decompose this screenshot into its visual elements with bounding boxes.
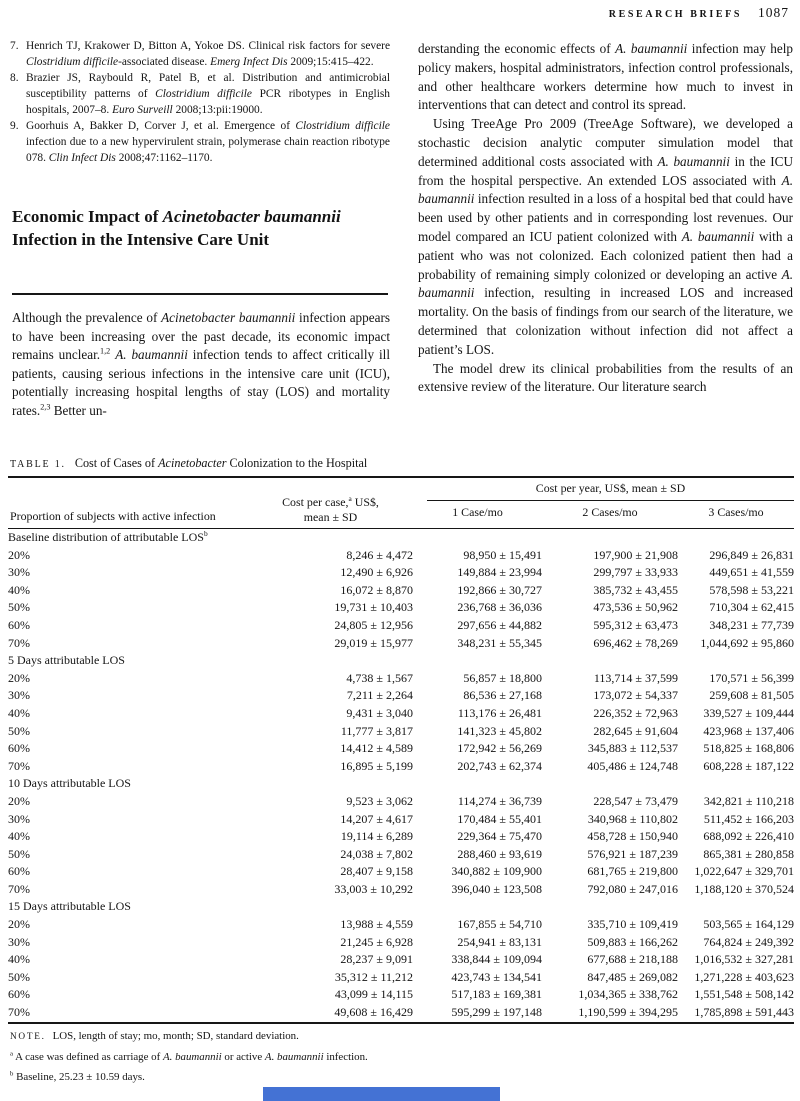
table-section-label: 10 Days attributable LOS: [8, 776, 131, 791]
table-1: [8, 456, 794, 1085]
data-table: [8, 529, 794, 1024]
cell-value: 473,536 ± 50,962: [593, 600, 678, 615]
cell-value: 296,849 ± 26,831: [709, 547, 794, 562]
body-paragraph: Although the prevalence of Acinetobacter baumannii infection appears to have been increasing over the past decade, its economic impact remains unclear.$^{1,2}$ A. baumannii infection tends to affect critically ill patients, causing serious infections in the intensive care unit (ICU), potentially increasing hospital lengths of stay (LOS) and mortality rates.$^{2,3}$ Better un-: [12, 310, 390, 418]
cell-value: 1,188,120 ± 370,524: [694, 881, 794, 896]
cell-value: 1,034,365 ± 338,762: [578, 987, 678, 1002]
cell-value: 677,688 ± 218,188: [587, 952, 678, 967]
cell-value: 11,777 ± 3,817: [340, 723, 413, 738]
column-header-3-cases: 3 Cases/mo: [708, 505, 764, 519]
cell-value: 282,645 ± 91,604: [593, 723, 678, 738]
cell-value: 518,825 ± 168,806: [703, 741, 794, 756]
cell-value: 29,019 ± 15,977: [334, 635, 413, 650]
cell-value: 197,900 ± 21,908: [593, 547, 678, 562]
table-header: [8, 476, 794, 529]
cell-value: 423,743 ± 134,541: [451, 969, 542, 984]
column-header-2-cases: 2 Cases/mo: [582, 505, 638, 519]
section-divider-rule: [12, 293, 388, 295]
cell-value: 254,941 ± 83,131: [457, 934, 542, 949]
table-section-row: [8, 898, 794, 916]
cell-value: 348,231 ± 55,345: [457, 635, 542, 650]
cell-value: 1,022,647 ± 329,701: [694, 864, 794, 879]
cell-value: 288,460 ± 93,619: [457, 846, 542, 861]
table-row: [8, 547, 794, 565]
cell-proportion: 20%: [8, 917, 30, 932]
cell-proportion: 50%: [8, 600, 30, 615]
table-row: [8, 986, 794, 1004]
cell-value: 141,323 ± 45,802: [457, 723, 542, 738]
reference-text: Brazier JS, Raybould R, Patel B, et al. Distribution and antimicrobial susceptibility patterns of Clostridium difficile PCR ribotypes in English hospitals, 2007–8. Euro Surveill 2008;13:pii:19000.: [26, 72, 390, 116]
table-footnote-a: $^a$ A case was defined as carriage of A. baumannii or active A. baumannii infection.: [10, 1050, 368, 1063]
cell-value: 595,312 ± 63,473: [593, 617, 678, 632]
table-row: [8, 1004, 794, 1023]
cell-proportion: 70%: [8, 881, 30, 896]
cell-value: 710,304 ± 62,415: [709, 600, 794, 615]
cell-proportion: 40%: [8, 952, 30, 967]
cell-value: 385,732 ± 43,455: [593, 582, 678, 597]
running-head-label: RESEARCH BRIEFS: [608, 9, 742, 20]
cell-proportion: 60%: [8, 864, 30, 879]
cell-proportion: 60%: [8, 987, 30, 1002]
cell-value: 517,183 ± 169,381: [451, 987, 542, 1002]
cell-value: 167,855 ± 54,710: [457, 917, 542, 932]
table-row: [8, 582, 794, 600]
cell-value: 14,412 ± 4,589: [340, 741, 413, 756]
cell-value: 792,080 ± 247,016: [587, 881, 678, 896]
cell-value: 43,099 ± 14,115: [334, 987, 413, 1002]
cell-proportion: 20%: [8, 793, 30, 808]
table-caption-text: Cost of Cases of Acinetobacter Colonization to the Hospital: [74, 456, 368, 470]
cell-value: 4,738 ± 1,567: [346, 670, 413, 685]
table-row: [8, 828, 794, 846]
table-row: [8, 811, 794, 829]
cell-value: 192,866 ± 30,727: [457, 582, 542, 597]
cell-proportion: 60%: [8, 741, 30, 756]
cell-value: 229,364 ± 75,470: [457, 829, 542, 844]
column-header-line: Cost per case,$^a$ US$,: [282, 494, 379, 509]
cell-value: 335,710 ± 109,419: [587, 917, 678, 932]
cell-value: 149,884 ± 23,994: [457, 565, 542, 580]
cell-value: 576,921 ± 187,239: [587, 846, 678, 861]
cell-proportion: 30%: [8, 688, 30, 703]
table-row: [8, 934, 794, 952]
cell-value: 7,211 ± 2,264: [346, 688, 413, 703]
table-row: [8, 705, 794, 723]
table-section-row: [8, 529, 794, 547]
cell-proportion: 40%: [8, 829, 30, 844]
cell-value: 1,044,692 ± 95,860: [700, 635, 794, 650]
column-header-1-case: 1 Case/mo: [452, 505, 503, 519]
cell-value: 12,490 ± 6,926: [340, 565, 413, 580]
cell-proportion: 30%: [8, 934, 30, 949]
cell-value: 16,072 ± 8,870: [340, 582, 413, 597]
cell-value: 202,743 ± 62,374: [457, 758, 542, 773]
body-paragraph: Using TreeAge Pro 2009 (TreeAge Software), we developed a stochastic decision analytic computer simulation model that determined additional costs associated with A. baumannii in the ICU from the hospital perspective. An extended LOS associated with A. baumannii infection resulted in a loss of a hospital bed that could have been used by other patients and in corresponding lost revenues. Our model compared an ICU patient colonized with A. baumannii with a patient who was not colonized. Each colonized patient then had a probability of remaining simply colonized or developing an active A. baumannii infection, resulting in increased LOS and increased mortality. On the basis of findings from our search of the literature, we determined that colonization without infection did not affect a patient’s LOS.: [418, 116, 793, 357]
cell-value: 14,207 ± 4,617: [340, 811, 413, 826]
cell-value: 340,882 ± 109,900: [451, 864, 542, 879]
cell-value: 348,231 ± 77,739: [709, 617, 794, 632]
table-row: [8, 670, 794, 688]
table-row: [8, 969, 794, 987]
table-note: [10, 1029, 794, 1045]
reference-item: [10, 70, 390, 118]
table-row: [8, 687, 794, 705]
cell-value: 458,728 ± 150,940: [587, 829, 678, 844]
cell-value: 86,536 ± 27,168: [463, 688, 542, 703]
reference-number: 9.: [10, 120, 19, 132]
table-row: [8, 758, 794, 776]
table-row: [8, 599, 794, 617]
cell-proportion: 30%: [8, 565, 30, 580]
table-body: [8, 529, 794, 1023]
cell-value: 56,857 ± 18,800: [463, 670, 542, 685]
cell-value: 578,598 ± 53,221: [709, 582, 794, 597]
left-column: [10, 38, 390, 421]
table-caption-label: TABLE 1.: [10, 459, 66, 470]
cell-value: 847,485 ± 269,082: [587, 969, 678, 984]
cell-proportion: 40%: [8, 705, 30, 720]
cell-value: 595,299 ± 197,148: [451, 1005, 542, 1020]
note-label: NOTE.: [10, 1031, 46, 1042]
body-paragraph: derstanding the economic effects of A. baumannii infection may help policy makers, hospital administrators, infection control professionals, and other healthcare workers determine how much to invest in interventions that can detect and control its spread.: [418, 41, 793, 113]
table-caption: [10, 456, 794, 471]
column-header-line: mean ± SD: [303, 509, 358, 524]
reference-number: 8.: [10, 72, 19, 84]
cell-proportion: 50%: [8, 969, 30, 984]
right-column: [418, 40, 793, 397]
cell-value: 9,523 ± 3,062: [346, 793, 413, 808]
case-header-row: [413, 505, 794, 520]
article-title: Economic Impact of Acinetobacter baumannii Infection in the Intensive Care Unit: [12, 207, 341, 249]
cell-value: 696,462 ± 78,269: [593, 635, 678, 650]
reference-item: [10, 38, 390, 70]
cell-value: 509,883 ± 166,262: [587, 934, 678, 949]
cell-value: 9,431 ± 3,040: [346, 705, 413, 720]
table-row: [8, 793, 794, 811]
cell-value: 49,608 ± 16,429: [334, 1005, 413, 1020]
table-section-row: [8, 652, 794, 670]
cell-value: 449,651 ± 41,559: [709, 565, 794, 580]
cell-value: 339,527 ± 109,444: [703, 705, 794, 720]
cell-value: 24,038 ± 7,802: [340, 846, 413, 861]
cell-value: 1,190,599 ± 394,295: [578, 1005, 678, 1020]
cell-value: 345,883 ± 112,537: [587, 741, 678, 756]
reference-item: [10, 118, 390, 166]
spanner-header: [413, 478, 794, 520]
cell-value: 19,731 ± 10,403: [334, 600, 413, 615]
cell-value: 1,785,898 ± 591,443: [694, 1005, 794, 1020]
cell-value: 28,407 ± 9,158: [340, 864, 413, 879]
body-paragraph: The model drew its clinical probabilities from the results of an extensive review of the literature. Our literature search: [418, 360, 793, 395]
cell-value: 173,072 ± 54,337: [593, 688, 678, 703]
cell-value: 24,805 ± 12,956: [334, 617, 413, 632]
cell-value: 764,824 ± 249,392: [703, 934, 794, 949]
table-row: [8, 564, 794, 582]
cell-value: 503,565 ± 164,129: [703, 917, 794, 932]
table-row: [8, 740, 794, 758]
cell-value: 511,452 ± 166,203: [703, 811, 794, 826]
cell-value: 113,714 ± 37,599: [593, 670, 678, 685]
cell-value: 865,381 ± 280,858: [703, 846, 794, 861]
cell-value: 259,608 ± 81,505: [709, 688, 794, 703]
cell-value: 396,040 ± 123,508: [451, 881, 542, 896]
table-row: [8, 617, 794, 635]
reference-text: Henrich TJ, Krakower D, Bitton A, Yokoe DS. Clinical risk factors for severe Clostridium difficile-associated disease. Emerg Infect Dis 2009;15:415–422.: [26, 40, 390, 68]
cell-value: 688,092 ± 226,410: [703, 829, 794, 844]
cell-value: 8,246 ± 4,472: [346, 547, 413, 562]
cell-value: 1,551,548 ± 508,142: [694, 987, 794, 1002]
cell-proportion: 70%: [8, 635, 30, 650]
cell-value: 21,245 ± 6,928: [340, 934, 413, 949]
cell-value: 170,571 ± 56,399: [709, 670, 794, 685]
column-header-cost-per-case: [248, 495, 413, 524]
cell-value: 33,003 ± 10,292: [334, 881, 413, 896]
cell-proportion: 40%: [8, 582, 30, 597]
cell-proportion: 50%: [8, 846, 30, 861]
cell-proportion: 60%: [8, 617, 30, 632]
table-row: [8, 916, 794, 934]
cell-proportion: 30%: [8, 811, 30, 826]
table-row: [8, 635, 794, 653]
note-text: LOS, length of stay; mo, month; SD, standard deviation.: [52, 1029, 299, 1042]
cell-proportion: 70%: [8, 758, 30, 773]
cell-value: 228,547 ± 73,479: [593, 793, 678, 808]
cell-value: 340,968 ± 110,802: [587, 811, 678, 826]
table-section-label: 5 Days attributable LOS: [8, 653, 125, 668]
cell-value: 608,228 ± 187,122: [703, 758, 794, 773]
footer-bar: [263, 1087, 500, 1101]
cell-value: 423,968 ± 137,406: [703, 723, 794, 738]
cell-proportion: 70%: [8, 1005, 30, 1020]
cell-proportion: 20%: [8, 670, 30, 685]
cell-proportion: 50%: [8, 723, 30, 738]
cell-value: 342,821 ± 110,218: [703, 793, 794, 808]
table-footnote-b: $^b$ Baseline, 25.23 ± 10.59 days.: [10, 1070, 145, 1084]
cell-value: 35,312 ± 11,212: [334, 969, 413, 984]
cell-value: 681,765 ± 219,800: [587, 864, 678, 879]
cell-value: 405,486 ± 124,748: [587, 758, 678, 773]
cell-value: 98,950 ± 15,491: [463, 547, 542, 562]
cell-value: 28,237 ± 9,091: [340, 952, 413, 967]
cell-value: 16,895 ± 5,199: [340, 758, 413, 773]
table-section-label: 15 Days attributable LOS: [8, 899, 131, 914]
cell-value: 1,271,228 ± 403,623: [694, 969, 794, 984]
page-number: 1087: [758, 5, 789, 20]
cell-value: 236,768 ± 36,036: [457, 600, 542, 615]
table-section-label: Baseline distribution of attributable LOS$^b$: [8, 529, 208, 544]
table-row: [8, 863, 794, 881]
running-head: [609, 5, 789, 21]
cell-value: 1,016,532 ± 327,281: [694, 952, 794, 967]
cell-value: 113,176 ± 26,481: [457, 705, 542, 720]
cell-value: 172,942 ± 56,269: [457, 741, 542, 756]
cell-value: 170,484 ± 55,401: [457, 811, 542, 826]
cell-value: 226,352 ± 72,963: [593, 705, 678, 720]
table-section-row: [8, 775, 794, 793]
cell-value: 13,988 ± 4,559: [340, 917, 413, 932]
reference-text: Goorhuis A, Bakker D, Corver J, et al. Emergence of Clostridium difficile infection due to a new hypervirulent strain, polymerase chain reaction ribotype 078. Clin Infect Dis 2008;47:1162–1170.: [26, 120, 390, 164]
cell-value: 297,656 ± 44,882: [457, 617, 542, 632]
spanner-header-label: Cost per year, US$, mean ± SD: [427, 478, 794, 501]
cell-proportion: 20%: [8, 547, 30, 562]
cell-value: 299,797 ± 33,933: [593, 565, 678, 580]
cell-value: 338,844 ± 109,094: [451, 952, 542, 967]
table-row: [8, 951, 794, 969]
cell-value: 114,274 ± 36,739: [457, 793, 542, 808]
table-row: [8, 723, 794, 741]
reference-number: 7.: [10, 40, 19, 52]
column-header-proportion: Proportion of subjects with active infection: [10, 509, 216, 523]
references-list: [10, 38, 390, 166]
cell-value: 19,114 ± 6,289: [340, 829, 413, 844]
table-row: [8, 846, 794, 864]
table-row: [8, 881, 794, 899]
